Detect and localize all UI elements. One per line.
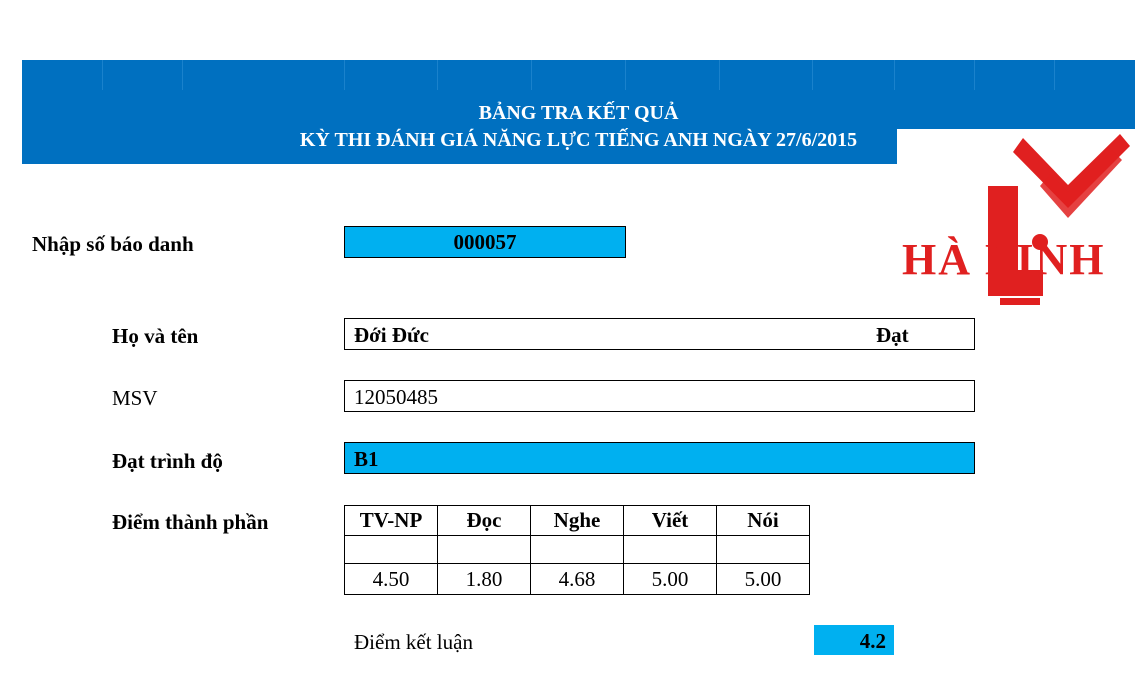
score-header: Nghe bbox=[531, 506, 624, 536]
score-blank-cell bbox=[531, 536, 624, 564]
conclusion-label: Điểm kết luận bbox=[354, 630, 473, 654]
conclusion-value: 4.2 bbox=[814, 625, 894, 655]
msv-label: MSV bbox=[112, 386, 158, 410]
page-subtitle: KỲ THI ĐÁNH GIÁ NĂNG LỰC TIẾNG ANH NGÀY 27/6/2015 bbox=[299, 129, 858, 151]
logo-text: HÀ LINH bbox=[902, 235, 1106, 284]
score-blank-cell bbox=[624, 536, 717, 564]
lookup-label: Nhập số báo danh bbox=[32, 232, 194, 256]
candidate-number-input[interactable]: 000057 bbox=[344, 226, 626, 258]
scores-label: Điểm thành phần bbox=[112, 510, 269, 534]
page-title: BẢNG TRA KẾT QUẢ bbox=[478, 102, 679, 124]
score-value: 5.00 bbox=[717, 564, 810, 595]
score-value: 4.68 bbox=[531, 564, 624, 595]
scores-table bbox=[344, 505, 810, 595]
ha-linh-logo bbox=[900, 130, 1135, 310]
name-label: Họ và tên bbox=[112, 324, 199, 348]
score-header: TV-NP bbox=[345, 506, 438, 536]
name-field bbox=[344, 318, 975, 350]
score-value: 5.00 bbox=[624, 564, 717, 595]
name-last: Đạt bbox=[876, 323, 909, 347]
score-blank-cell bbox=[438, 536, 531, 564]
score-header: Nói bbox=[717, 506, 810, 536]
score-header: Viết bbox=[624, 506, 717, 536]
score-value: 4.50 bbox=[345, 564, 438, 595]
score-blank-cell bbox=[345, 536, 438, 564]
msv-field: 12050485 bbox=[344, 380, 975, 412]
score-value: 1.80 bbox=[438, 564, 531, 595]
score-blank-cell bbox=[717, 536, 810, 564]
score-header: Đọc bbox=[438, 506, 531, 536]
level-label: Đạt trình độ bbox=[112, 449, 223, 473]
level-field: B1 bbox=[344, 442, 975, 474]
name-first: Đới Đức bbox=[354, 323, 429, 347]
